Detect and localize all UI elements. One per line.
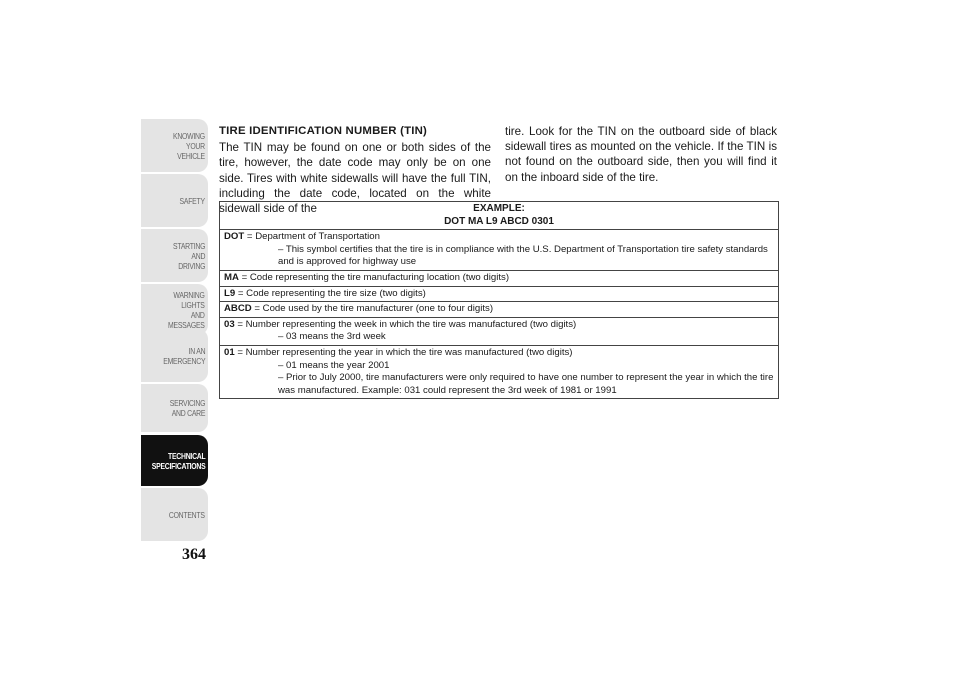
sidebar-tab-technical-specifications[interactable]	[141, 435, 208, 486]
row-text: = Code representing the tire manufacturing location (two digits)	[238, 271, 510, 283]
row-code: L9	[224, 287, 236, 299]
row-text: = Code used by the tire manufacturer (one to four digits)	[251, 303, 494, 315]
row-code: 03	[224, 318, 235, 330]
table-row	[220, 318, 778, 346]
paragraph-left: The TIN may be found on one or both sides of the tire, however, the date code may only be on one side. Tires with white sidewalls will have the full TIN, including the date code, located on the white sidewall side of the	[219, 141, 491, 216]
row-text: = Department of Transportation	[244, 231, 380, 243]
row-code: DOT	[224, 231, 245, 243]
page-number: 364	[182, 546, 206, 563]
table-row	[220, 271, 778, 287]
row-subtext: – Prior to July 2000, tire manufacturers were only required to have one number to represent the year in which the tire was manufactured. Example: 031 could represent the 3rd week of 1981 or 1991	[278, 372, 774, 396]
table-row	[220, 346, 778, 398]
sidebar-tab-label: KNOWING YOUR VEHICLE	[173, 130, 205, 161]
sidebar-tab-label: SAFETY	[179, 195, 205, 206]
row-subtext: – 03 means the 3rd week	[278, 331, 386, 343]
table-example: DOT MA L9 ABCD 0301	[444, 215, 554, 227]
sidebar-tab-contents[interactable]	[141, 488, 208, 541]
table-title: EXAMPLE:	[473, 203, 525, 214]
row-subtext: – This symbol certifies that the tire is in compliance with the U.S. Department of Transportation tire safety standards and is approved for highway use	[278, 243, 768, 268]
sidebar-tab-safety[interactable]	[141, 174, 208, 227]
table-header	[220, 202, 778, 230]
row-text: = Code representing the tire size (two digits)	[235, 287, 426, 299]
tin-example-table	[219, 201, 779, 399]
row-subtext: – 01 means the year 2001	[278, 359, 390, 371]
sidebar-tab-label: STARTING AND DRIVING	[172, 240, 205, 271]
sidebar-tab-label: SERVICING AND CARE	[169, 398, 205, 418]
paragraph-right: tire. Look for the TIN on the outboard side of black sidewall tires as mounted on the vehicle. If the TIN is not found on the outboard side, then you will find it on the inboard side of the tire.	[505, 125, 777, 184]
section-heading: TIRE IDENTIFICATION NUMBER (TIN)	[219, 125, 428, 137]
row-code: 01	[224, 346, 235, 358]
sidebar-tab-label: IN AN EMERGENCY	[162, 345, 205, 366]
sidebar-tab-servicing-and-care[interactable]	[141, 384, 208, 432]
row-text: = Number representing the week in which the tire was manufactured (two digits)	[234, 318, 577, 330]
sidebar-tab-knowing-your-vehicle[interactable]	[141, 119, 208, 172]
sidebar-tab-starting-and-driving[interactable]	[141, 229, 208, 282]
sidebar-tab-in-an-emergency[interactable]	[141, 329, 208, 382]
sidebar-tab-warning-lights[interactable]	[141, 284, 208, 335]
row-code: ABCD	[224, 303, 252, 315]
table-row	[220, 287, 778, 303]
row-code: MA	[224, 271, 239, 283]
sidebar-tab-label: TECHNICAL SPECIFICATIONS	[151, 450, 205, 471]
sidebar-tab-label: WARNING LIGHTS AND MESSAGES	[168, 289, 205, 330]
row-text: = Number representing the year in which the tire was manufactured (two digits)	[234, 346, 573, 358]
sidebar-tab-label: CONTENTS	[169, 509, 205, 520]
table-row	[220, 302, 778, 318]
text-column-right	[505, 124, 777, 185]
table-row	[220, 230, 778, 271]
